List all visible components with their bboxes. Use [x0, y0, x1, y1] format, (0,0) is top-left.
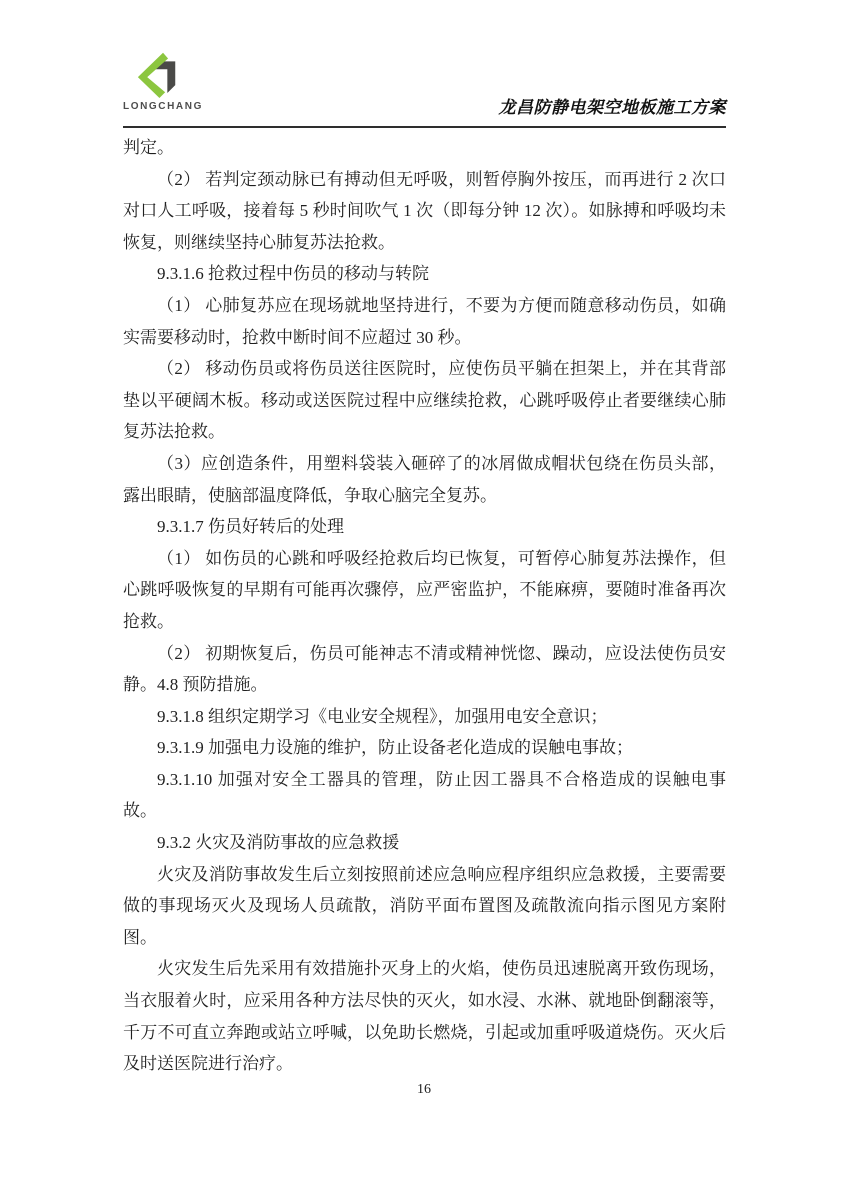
document-title: 龙昌防静电架空地板施工方案 [498, 98, 726, 117]
section-heading: 9.3.1.7 伤员好转后的处理 [157, 517, 344, 537]
paragraph: （2） 若判定颈动脉已有搏动但无呼吸，则暂停胸外按压，而再进行 2 次口对口人工呼吸，接着每 5 秒时间吹气 1 次（即每分钟 12 次）。如脉搏和呼吸均未恢复，则继续坚持心肺复苏法抢救。 [123, 169, 726, 252]
logo-green-chevron [138, 53, 168, 98]
section-heading: 9.3.1.10 加强对安全工器具的管理，防止因工器具不合格造成的误触电事故。 [123, 769, 726, 821]
page-number: 16 [417, 1082, 431, 1097]
section-heading: 9.3.2 火灾及消防事故的应急救援 [157, 833, 400, 853]
page-header [123, 52, 726, 126]
header-divider [123, 126, 726, 128]
logo-wordmark: LONGCHANG [123, 101, 203, 112]
paragraph: 火灾及消防事故发生后立刻按照前述应急响应程序组织应急救援，主要需要做的事现场灭火及现场人员疏散，消防平面布置图及疏散流向指示图见方案附图。 [123, 864, 726, 947]
longchang-logo-icon [133, 52, 183, 98]
section-heading: 9.3.1.9 加强电力设施的维护，防止设备老化造成的误触电事故； [157, 738, 633, 758]
document-body [123, 132, 726, 1080]
paragraph: （2） 移动伤员或将伤员送往医院时，应使伤员平躺在担架上，并在其背部垫以平硬阔木板。移动或送医院过程中应继续抢救，心跳呼吸停止者要继续心肺复苏法抢救。 [123, 359, 726, 442]
section-heading: 9.3.1.6 抢救过程中伤员的移动与转院 [157, 264, 429, 284]
paragraph: （1） 心肺复苏应在现场就地坚持进行，不要为方便而随意移动伤员，如确实需要移动时，抢救中断时间不应超过 30 秒。 [123, 295, 726, 347]
paragraph: 火灾发生后先采用有效措施扑灭身上的火焰，使伤员迅速脱离开致伤现场，当衣服着火时，应采用各种方法尽快的灭火，如水浸、水淋、就地卧倒翻滚等，千万不可直立奔跑或站立呼喊，以免助长燃烧，引起或加重呼吸道烧伤。灭火后及时送医院进行治疗。 [123, 959, 726, 1074]
section-heading: 9.3.1.8 组织定期学习《电业安全规程》，加强用电安全意识； [157, 706, 608, 726]
paragraph: （1） 如伤员的心跳和呼吸经抢救后均已恢复，可暂停心肺复苏法操作，但心跳呼吸恢复的早期有可能再次骤停，应严密监护，不能麻痹，要随时准备再次抢救。 [123, 548, 726, 631]
company-logo [123, 52, 233, 112]
paragraph: 判定。 [123, 138, 174, 157]
paragraph: （2） 初期恢复后，伤员可能神志不清或精神恍惚、躁动，应设法使伤员安静。4.8 预防措施。 [123, 643, 726, 695]
paragraph: （3）应创造条件，用塑料袋装入砸碎了的冰屑做成帽状包绕在伤员头部，露出眼睛，使脑部温度降低，争取心脑完全复苏。 [123, 453, 726, 505]
